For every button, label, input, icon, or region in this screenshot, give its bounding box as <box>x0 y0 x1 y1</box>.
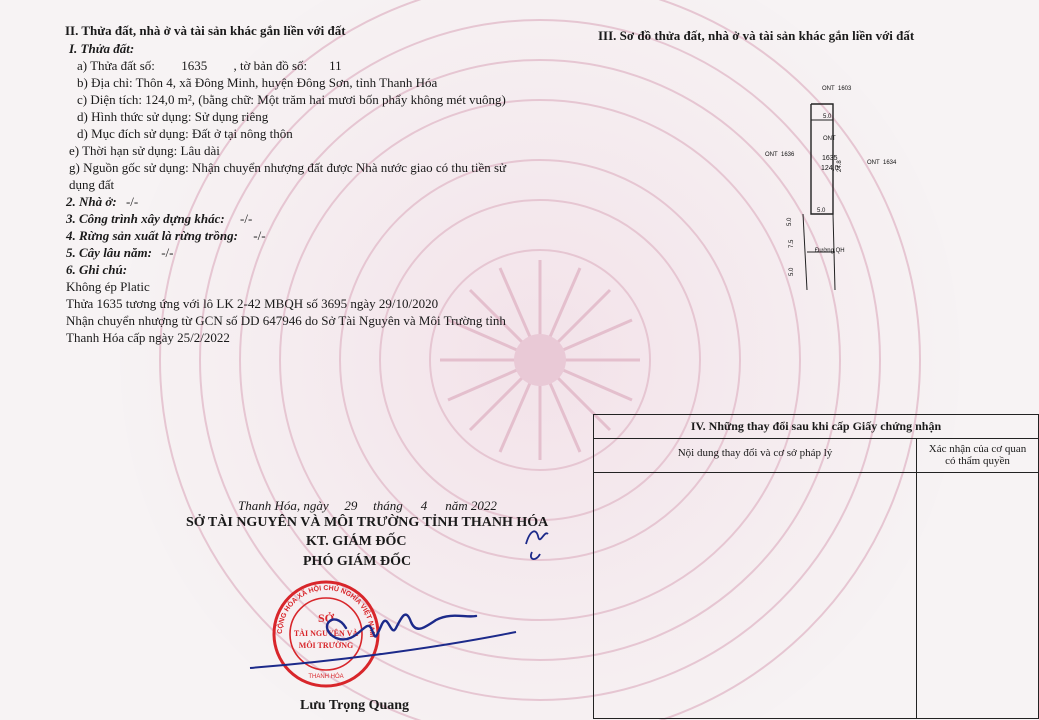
stamp-center-1: SỞ <box>317 611 335 625</box>
date-month: 4 <box>420 498 428 513</box>
forest-line <box>66 227 266 244</box>
handwritten-signature <box>246 598 526 672</box>
forest-value: -/- <box>253 228 266 243</box>
top-dimension: 5.0 <box>823 114 832 120</box>
stamp-bottom: THANH HÓA <box>308 674 344 680</box>
parcel-number-line <box>77 57 360 74</box>
perennial-value: -/- <box>161 245 174 260</box>
date-day: 29 <box>344 498 358 513</box>
other-works-label: 3. Công trình xây dựng khác: <box>66 211 225 226</box>
col-confirmation-line2: có thẩm quyền <box>945 455 1010 467</box>
house-line <box>66 193 138 210</box>
stamp-center-2: TÀI NGUYÊN VÀ <box>293 629 359 638</box>
origin-line-1: g) Nguồn gốc sử dụng: Nhận chuyển nhượng đất được Nhà nước giao có thu tiền sử <box>69 160 507 175</box>
changes-table <box>593 414 1039 719</box>
usage-form-line: d) Hình thức sử dụng: Sử dụng riêng <box>77 109 269 124</box>
col-changes-header: Nội dung thay đổi và cơ sở pháp lý <box>594 439 917 473</box>
handwritten-initials <box>522 524 552 564</box>
top-ont-label: ONT <box>822 86 835 92</box>
section4-title: IV. Những thay đổi sau khi cấp Giấy chứng nhận <box>594 415 1039 439</box>
area-line <box>77 91 506 108</box>
note-line: Nhận chuyển nhượng từ GCN số DD 647946 do Sở Tài Nguyên và Môi Trường tỉnh <box>66 313 506 328</box>
usage-purpose-line: d) Mục đích sử dụng: Đất ở tại nông thôn <box>77 126 293 141</box>
parcel-area-label: 124,0 <box>821 165 839 172</box>
house-value: -/- <box>125 194 139 209</box>
land-heading: I. Thửa đất: <box>69 41 135 56</box>
other-works-line <box>66 210 252 227</box>
house-label: 2. Nhà ở: <box>66 194 117 209</box>
deputy-director: PHÓ GIÁM ĐỐC <box>303 554 412 569</box>
right-ont-label: ONT <box>867 160 880 166</box>
perennial-line <box>66 244 174 261</box>
perennial-label: 5. Cây lâu năm: <box>66 245 152 260</box>
usage-term-line: e) Thời hạn sử dụng: Lâu dài <box>69 143 220 158</box>
col-confirmation-header <box>917 439 1039 473</box>
stamp-center-3: MÔI TRƯỜNG <box>298 641 354 650</box>
changes-content-cell <box>594 473 917 719</box>
area-words: (bằng chữ: Một trăm hai mươi bốn phẩy không mét vuông) <box>198 92 506 107</box>
date-year: năm 2022 <box>445 498 497 513</box>
bottom-dimension: 5.0 <box>817 208 826 214</box>
road-label: Đường QH <box>815 248 845 254</box>
map-sheet-value: 11 <box>329 58 342 73</box>
notes-label: 6. Ghi chú: <box>66 262 128 277</box>
other-works-value: -/- <box>240 211 253 226</box>
road-dim-a: 5.0 <box>787 217 793 226</box>
note-line: Thanh Hóa cấp ngày 25/2/2022 <box>66 330 230 345</box>
parcel-number-value: 1635 <box>181 58 208 73</box>
kt-director: KT. GIÁM ĐỐC <box>306 534 407 549</box>
parcel-number-label: a) Thửa đất số: <box>77 58 155 73</box>
area-value: 124,0 m², <box>145 92 195 107</box>
agency-name: SỞ TÀI NGUYÊN VÀ MÔI TRƯỜNG TỈNH THANH HÓA <box>186 515 549 530</box>
col-confirmation-line1: Xác nhận của cơ quan <box>928 443 1027 455</box>
address-line: b) Địa chỉ: Thôn 4, xã Đông Minh, huyện Đông Sơn, tỉnh Thanh Hóa <box>77 75 438 90</box>
date-month-label: tháng <box>373 498 403 513</box>
section3-title: III. Sơ đồ thửa đất, nhà ở và tài sản khác gắn liền với đất <box>598 28 915 43</box>
left-ont-label: ONT <box>765 152 778 158</box>
forest-label: 4. Rừng sản xuất là rừng trồng: <box>66 228 238 243</box>
note-line: Không ép Platic <box>66 279 150 294</box>
left-ont-number: 1636 <box>781 152 795 158</box>
mid-ont-label: ONT <box>823 136 836 142</box>
side-dimension: 24.8 <box>837 160 843 172</box>
road-dim-c: 5.0 <box>789 267 795 276</box>
top-ont-number: 1603 <box>838 86 852 92</box>
area-label: c) Diện tích: <box>77 92 142 107</box>
signer-name: Lưu Trọng Quang <box>300 698 410 713</box>
road-dim-b: 7.5 <box>789 239 795 248</box>
parcel-id-label: 1635 <box>822 155 838 162</box>
date-place: Thanh Hóa, ngày <box>238 498 329 513</box>
date-line <box>238 497 497 514</box>
right-ont-number: 1634 <box>883 160 897 166</box>
stamp-outer-text: CỘNG HÒA XÃ HỘI CHỦ NGHĨA VIỆT NAM <box>276 584 376 638</box>
note-line: Thửa 1635 tương ứng với lô LK 2-42 MBQH số 3695 ngày 29/10/2020 <box>66 296 439 311</box>
map-sheet-label: , tờ bản đồ số: <box>233 58 308 73</box>
confirmation-content-cell <box>917 473 1039 719</box>
origin-line-2: dụng đất <box>69 177 115 192</box>
section2-title: II. Thửa đất, nhà ở và tài sản khác gắn liền với đất <box>65 23 346 38</box>
parcel-sketch-diagram <box>755 82 915 302</box>
